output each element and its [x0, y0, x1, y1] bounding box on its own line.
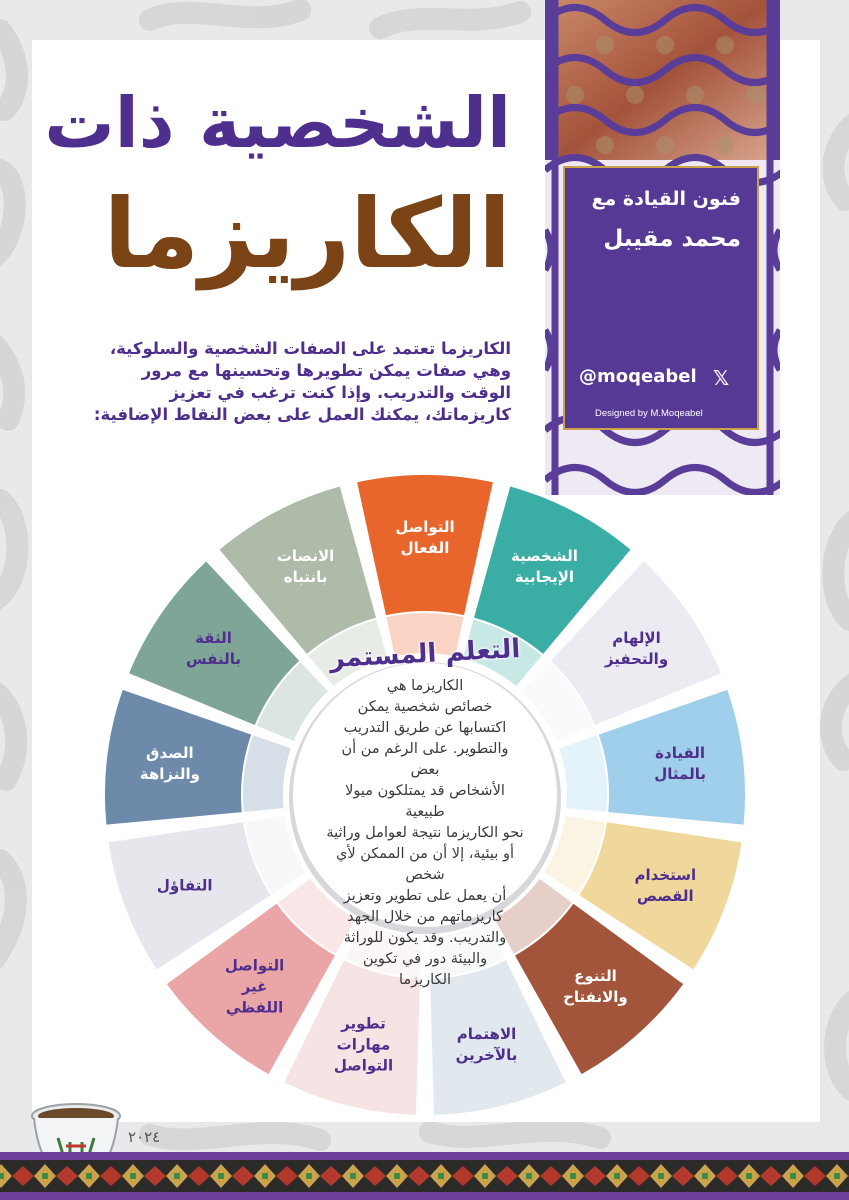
x-logo-icon: 𝕏 — [713, 366, 730, 390]
segment-label-line: اللفظي — [225, 998, 284, 1017]
year-label: ٢٠٢٤ — [128, 1128, 161, 1146]
segment-label-line: تطوير — [341, 1014, 386, 1033]
segment-label-line: القصص — [636, 887, 694, 906]
wheel-segment-label — [277, 546, 334, 588]
wheel-segment-label — [654, 743, 706, 785]
wheel-segment-label — [605, 628, 668, 670]
center-text-line: نحو الكاريزما نتيجة لعوامل وراثية — [326, 825, 524, 841]
segment-label-line: التواصل — [224, 956, 285, 975]
segment-label-line: استخدام — [634, 866, 697, 885]
segment-label-line: والانفتاح — [563, 988, 628, 1007]
segment-label-line: التنوع — [574, 967, 617, 986]
segment-label-line: القيادة — [655, 744, 706, 763]
center-text-line: اكتسابها عن طريق التدريب — [343, 720, 507, 736]
segment-label-line: غير — [241, 977, 268, 996]
segment-label-line: بانتباه — [283, 568, 328, 587]
segment-label-line: الثقة — [195, 629, 232, 647]
segment-label-line: الاهتمام — [456, 1024, 517, 1043]
center-text-line: خصائص شخصية يمكن — [357, 699, 493, 715]
segment-label-line: والتحفيز — [604, 650, 669, 668]
segment-label-line: الإيجابية — [514, 568, 575, 587]
center-text-line: أو بيئية، إلا أن من الممكن لأي شخص — [336, 846, 514, 883]
wheel-segment-label — [334, 1013, 393, 1076]
title-line-1: الشخصية ذات — [44, 82, 511, 164]
center-text-line: الكاريزما هي — [386, 678, 464, 694]
segment-label-line: بالمثال — [654, 765, 706, 784]
sadu-border — [0, 1152, 849, 1200]
segment-label-line: التواصل — [333, 1056, 394, 1075]
center-text-line: والتدريب. وقد يكون للوراثة — [343, 930, 507, 946]
center-text-line: والتطوير. على الرغم من أن بعض — [341, 741, 509, 778]
series-title: فنون القيادة مع — [591, 188, 741, 210]
segment-label-line: بالآخرين — [455, 1045, 518, 1064]
wheel-segment-label — [157, 876, 213, 897]
wheel-inner-segment — [243, 735, 291, 812]
segment-label-line: الشخصية — [510, 547, 578, 566]
author-name: محمد مقيبل — [603, 226, 741, 252]
segment-label-line: مهارات — [336, 1035, 391, 1054]
intro-paragraph: الكاريزما تعتمد على الصفات الشخصية والسلوكية، وهي صفات يمكن تطويرها وتحسينها مع مرور الوقت والتدريب. وإذا كنت ترغب في تعزيز كاريزماتك، يمكنك العمل على بعض النقاط الإضافية: — [93, 339, 511, 424]
center-text-line: الكاريزما — [398, 972, 452, 988]
segment-label-line: التفاؤل — [156, 876, 213, 895]
wheel-inner-segment — [559, 735, 607, 812]
wheel-center-title: التعلم المستمر — [328, 634, 522, 674]
center-text-line: أن يعمل على تطوير وتعزيز — [343, 888, 507, 904]
title-line-2: الكاريزما — [103, 178, 511, 290]
wheel-segment-label — [634, 865, 696, 907]
wheel-segment-label — [395, 517, 454, 559]
wheel-segment-label — [186, 628, 241, 670]
center-text-line: كاريزماتهم من خلال الجهد — [347, 909, 503, 925]
wheel-segment-label — [456, 1024, 518, 1066]
center-text-line: والبيئة دور في تكوين — [362, 951, 488, 967]
segment-label-line: الانصات — [276, 547, 335, 566]
segment-label-line: والنزاهة — [139, 765, 200, 784]
center-text-line: الأشخاص قد يمتلكون ميولا طبيعية — [345, 783, 505, 820]
designer-credit: Designed by M.Moqeabel — [595, 408, 703, 419]
wheel-segment-label — [563, 966, 628, 1008]
wheel-segment-label — [225, 956, 284, 1019]
wheel-segment-label — [511, 546, 578, 588]
segment-label-line: التواصل — [395, 518, 455, 536]
social-handle[interactable]: @moqeabel — [579, 366, 697, 387]
segment-label-line: بالنفس — [185, 650, 241, 668]
segment-label-line: الإلهام — [612, 629, 661, 647]
wheel-segment-label — [140, 743, 200, 785]
wheel-center-text — [325, 676, 525, 991]
segment-label-line: الصدق — [146, 744, 194, 763]
segment-label-line: الفعال — [400, 539, 450, 557]
